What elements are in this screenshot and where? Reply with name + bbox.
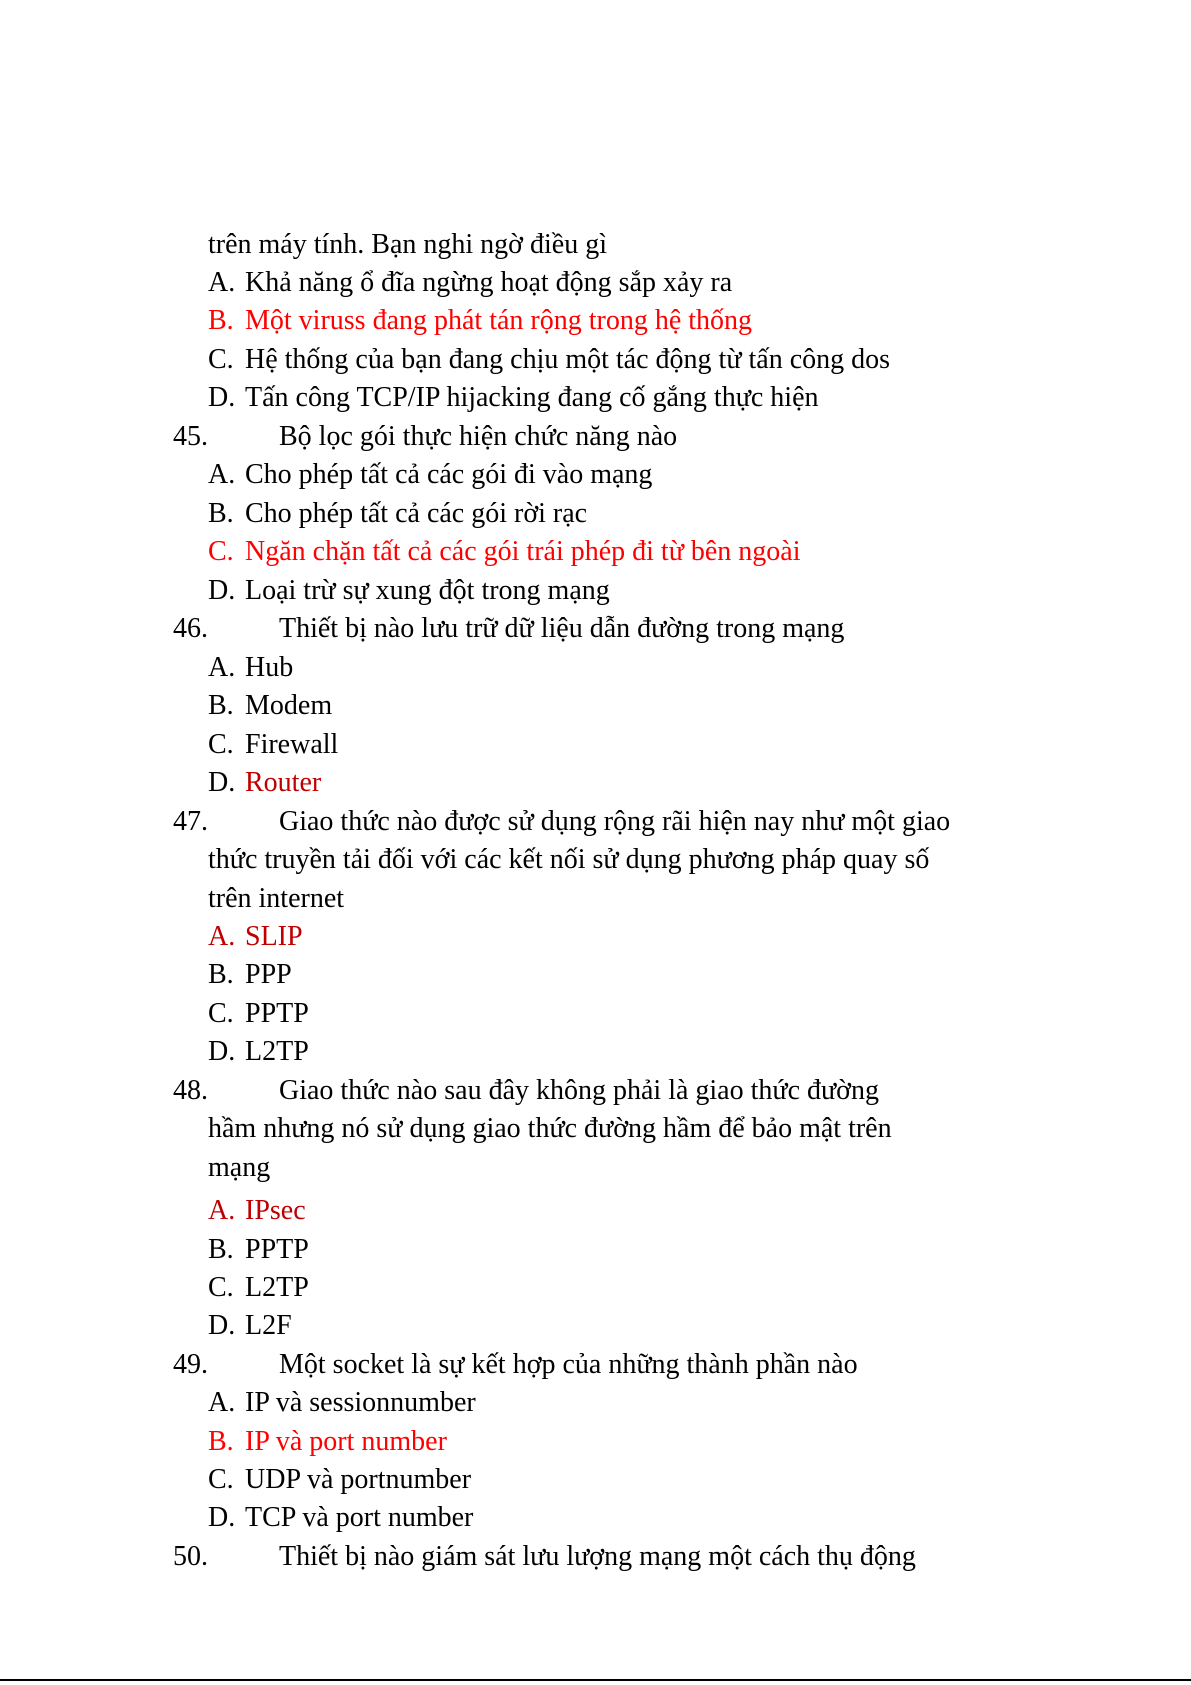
q45-option-a [208,458,652,492]
question-47-text: Giao thức nào được sử dụng rộng rãi hiện nay như một giao [279,806,951,837]
option-text: Hub [245,652,294,683]
option-letter: C. [208,1272,234,1303]
option-letter: B. [208,959,234,990]
option-letter: A. [208,267,236,298]
q47-option-d [208,1035,309,1069]
question-48-continuation-2: mạng [208,1152,271,1183]
question-46-text: Thiết bị nào lưu trữ dữ liệu dẫn đường trong mạng [279,613,845,644]
option-letter: B. [208,690,234,721]
option-letter: D. [208,767,236,798]
option-text: Cho phép tất cả các gói đi vào mạng [245,459,653,490]
q44-option-b-correct [208,304,752,338]
option-text: Modem [245,690,333,721]
option-text: UDP và portnumber [245,1464,472,1495]
option-text: Router [245,767,322,798]
q48-option-c [208,1271,309,1305]
option-text: L2TP [245,1272,309,1303]
option-letter: D. [208,1310,236,1341]
option-letter: D. [208,382,236,413]
question-50-number: 50. [173,1541,208,1572]
q49-option-c [208,1463,471,1497]
question-50-text: Thiết bị nào giám sát lưu lượng mạng một cách thụ động [279,1541,916,1572]
q47-option-c [208,997,309,1031]
option-letter: A. [208,652,236,683]
option-text: Firewall [245,729,339,760]
option-text: Cho phép tất cả các gói rời rạc [245,498,588,529]
option-text: Tấn công TCP/IP hijacking đang cố gắng thực hiện [245,382,819,413]
option-letter: A. [208,1195,236,1226]
option-text: PPTP [245,1234,309,1265]
q44-option-c [208,343,890,377]
option-letter: C. [208,1464,234,1495]
option-text: Loại trừ sự xung đột trong mạng [245,575,610,606]
q44-option-d [208,381,819,415]
question-47-continuation-2: trên internet [208,883,345,914]
q46-option-a [208,651,293,685]
option-letter: B. [208,1234,234,1265]
option-letter: A. [208,459,236,490]
option-letter: C. [208,729,234,760]
option-letter: C. [208,536,234,567]
question-48-continuation-1: hầm nhưng nó sử dụng giao thức đường hầm để bảo mật trên [208,1113,892,1144]
q49-option-b-correct [208,1425,447,1459]
q46-option-b [208,689,332,723]
q46-option-c [208,728,338,762]
question-49-text: Một socket là sự kết hợp của những thành phần nào [279,1349,858,1380]
q44-option-a [208,266,732,300]
q49-option-a [208,1386,476,1420]
question-47-continuation-1: thức truyền tải đối với các kết nối sử dụng phương pháp quay số [208,844,930,875]
option-text: L2TP [245,1036,309,1067]
q48-option-b [208,1233,309,1267]
q45-option-c-correct [208,535,801,569]
question-48-text: Giao thức nào sau đây không phải là giao thức đường [279,1075,879,1106]
page-bottom-rule [0,1679,1191,1681]
q48-option-d [208,1309,292,1343]
question-47-number: 47. [173,806,208,837]
option-letter: B. [208,1426,234,1457]
option-letter: D. [208,1502,236,1533]
q46-option-d-correct [208,766,321,800]
option-letter: A. [208,1387,236,1418]
question-48-number: 48. [173,1075,208,1106]
question-49-number: 49. [173,1349,208,1380]
option-text: Ngăn chặn tất cả các gói trái phép đi từ bên ngoài [245,536,801,567]
option-text: IP và port number [245,1426,447,1457]
question-46-number: 46. [173,613,208,644]
option-letter: C. [208,998,234,1029]
option-letter: D. [208,1036,236,1067]
option-text: Hệ thống của bạn đang chịu một tác động từ tấn công dos [245,344,891,375]
q45-option-b [208,497,587,531]
question-45-text: Bộ lọc gói thực hiện chức năng nào [279,421,678,452]
option-text: IPsec [245,1195,306,1226]
option-text: IP và sessionnumber [245,1387,476,1418]
question-44-continuation: trên máy tính. Bạn nghi ngờ điều gì [208,229,607,260]
option-text: Khả năng ổ đĩa ngừng hoạt động sắp xảy ra [245,267,733,298]
q47-option-a-correct [208,920,303,954]
option-letter: C. [208,344,234,375]
q48-option-a-correct [208,1194,306,1228]
question-45-number: 45. [173,421,208,452]
option-text: Một viruss đang phát tán rộng trong hệ thống [245,305,753,336]
option-text: L2F [245,1310,292,1341]
option-text: TCP và port number [245,1502,474,1533]
option-text: SLIP [245,921,303,952]
option-letter: B. [208,305,234,336]
option-letter: B. [208,498,234,529]
option-letter: A. [208,921,236,952]
q49-option-d [208,1501,473,1535]
option-text: PPP [245,959,292,990]
q45-option-d [208,574,610,608]
q47-option-b [208,958,292,992]
option-letter: D. [208,575,236,606]
option-text: PPTP [245,998,309,1029]
